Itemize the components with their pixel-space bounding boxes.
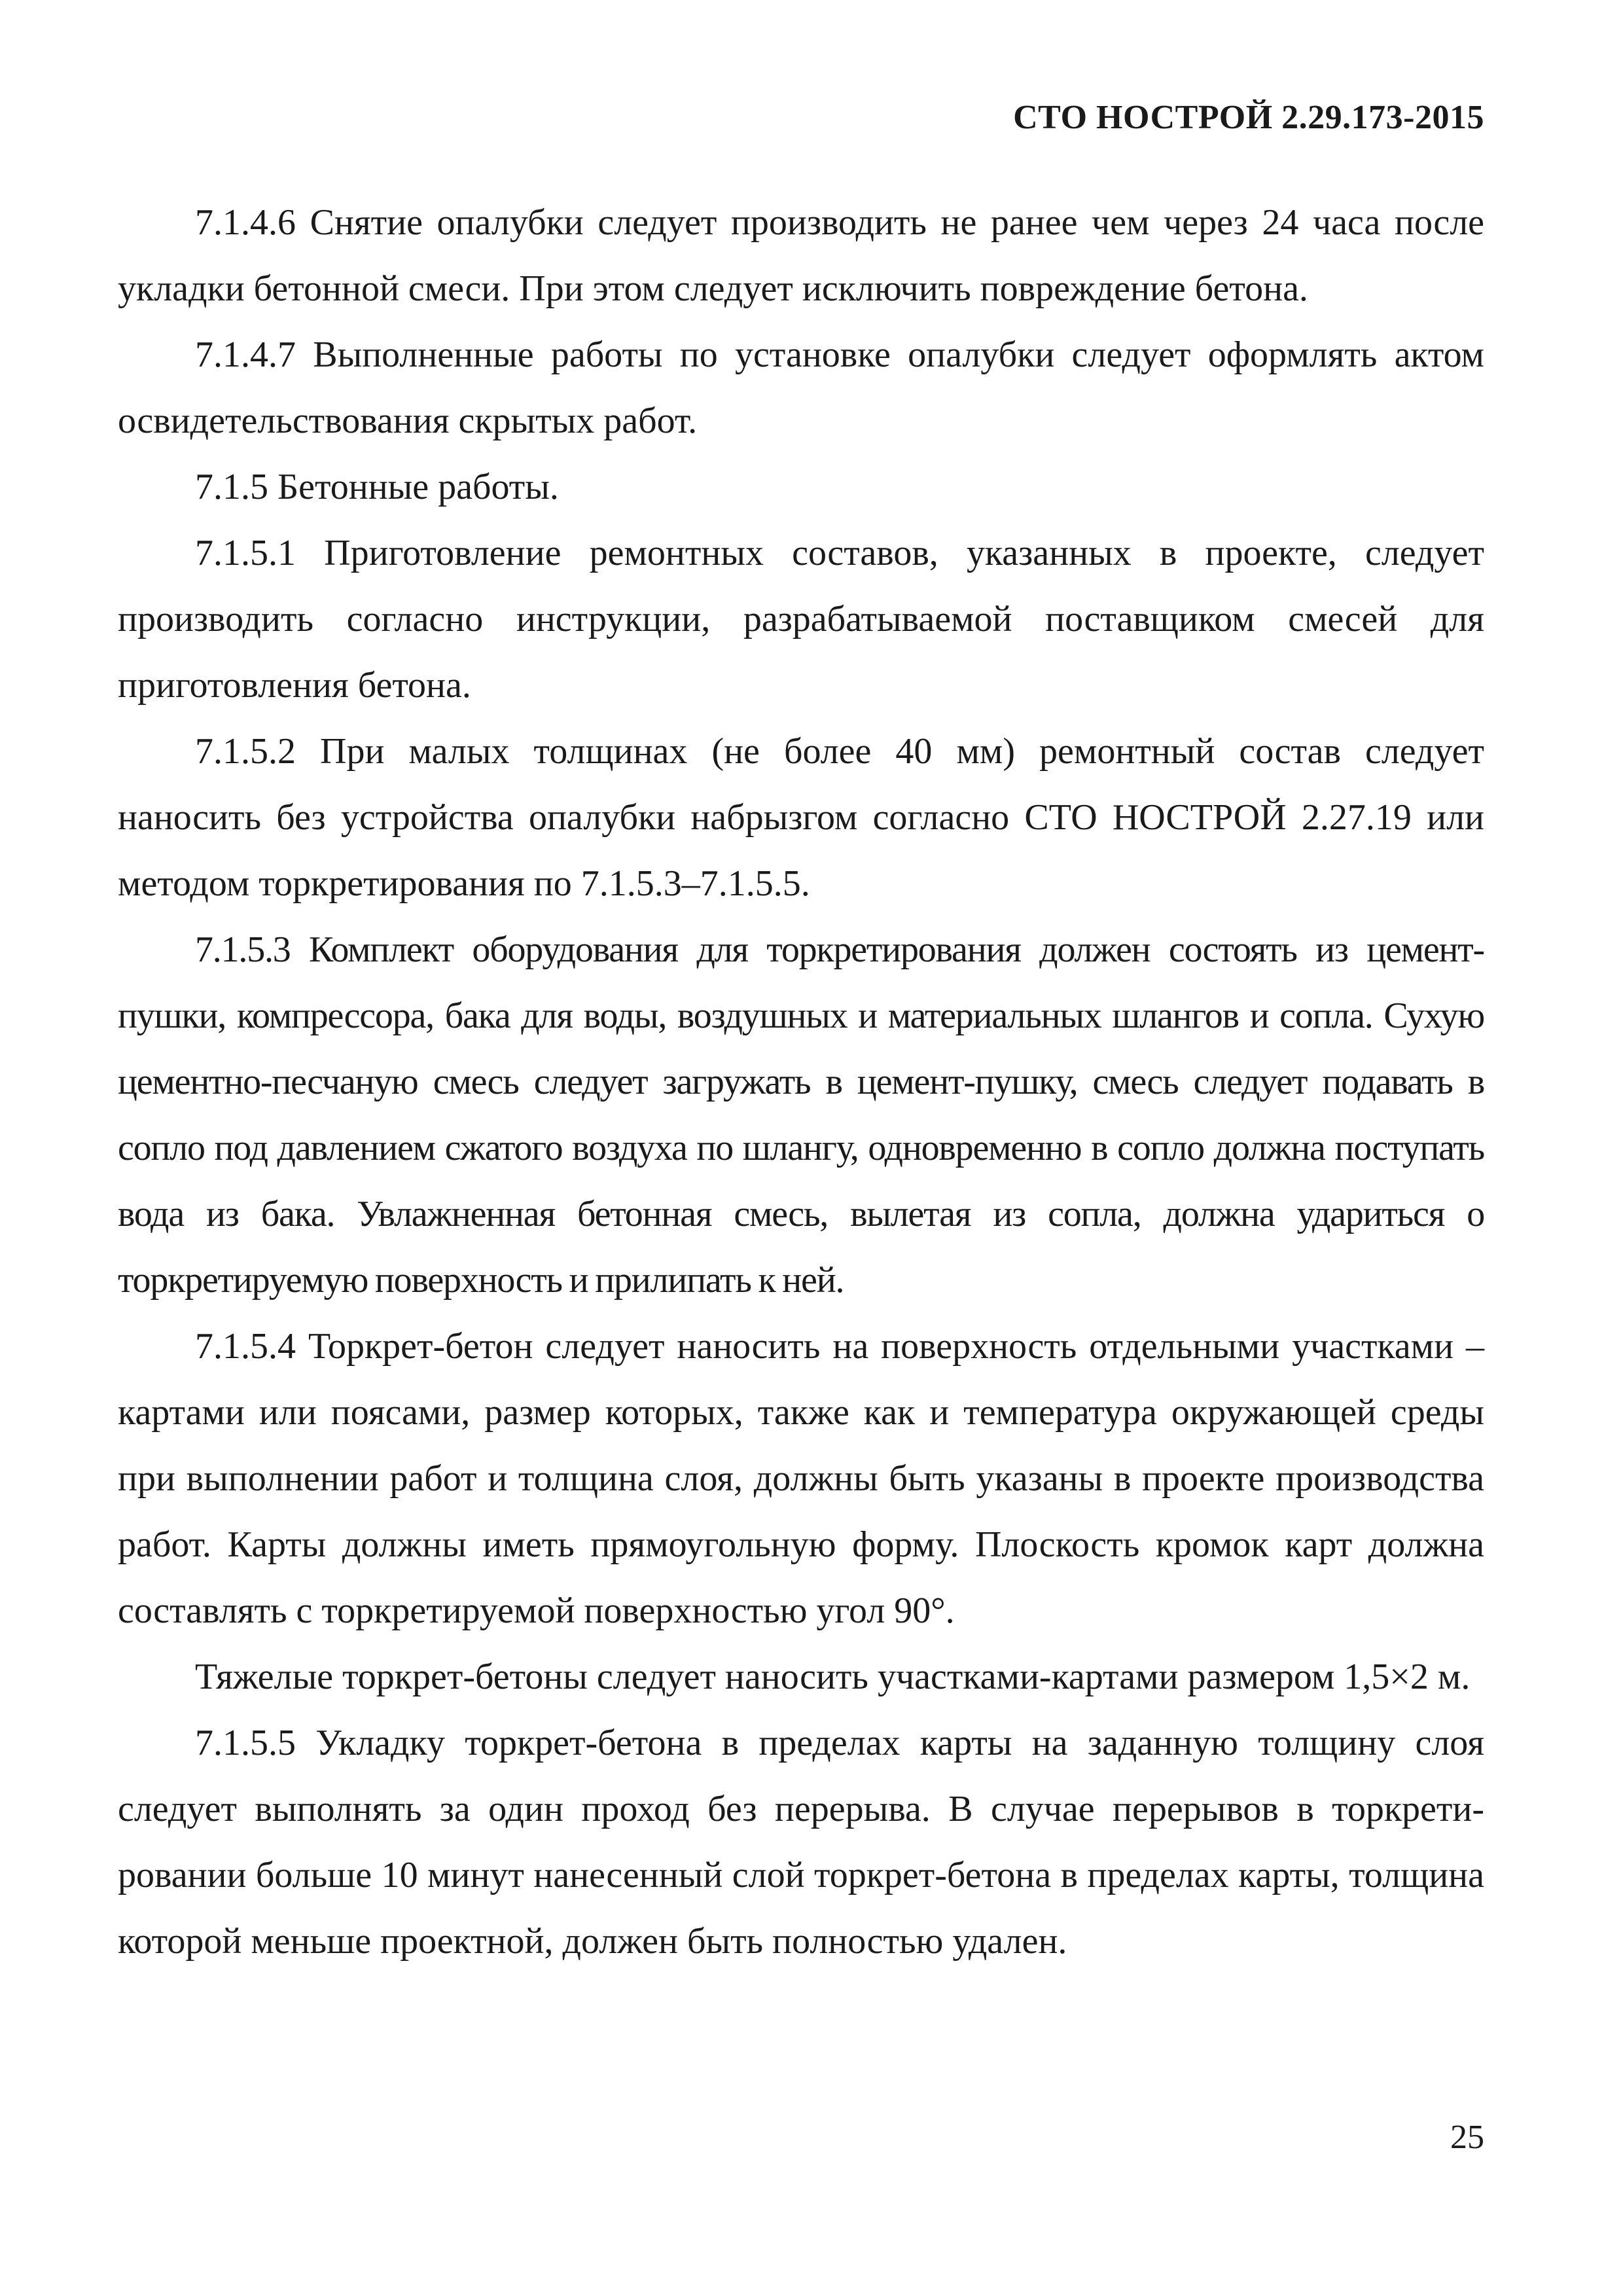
paragraph-7-1-4-7: 7.1.4.7 Выполненные работы по установке опалубки следует оформлять актом освидетельствования скрытых работ. — [118, 334, 1484, 441]
paragraph-7-1-5-3: 7.1.5.3 Комплект оборудования для торкретирования должен состоять из цемент-пушки, компрессора, бака для воды, воздушных и материальных шлангов и сопла. Сухую цементно-песчаную смесь следует загружать в цемент-пушку, смесь следует подавать в сопло под давлением сжатого воздуха по шлангу, одновременно в сопло должна поступать вода из бака. Увлажненная бетонная смесь, вылетая из сопла, должна удариться о торкретируемую поверхность и прилипать к ней. — [118, 929, 1484, 1300]
document-body — [118, 190, 1484, 1975]
page-number: 25 — [1450, 2119, 1484, 2156]
paragraph-7-1-4-6: 7.1.4.6 Снятие опалубки следует производить не ранее чем через 24 часа после укладки бетонной смеси. При этом следует исключить повреждение бетона. — [118, 202, 1484, 309]
section-heading-7-1-5: 7.1.5 Бетонные работы. — [195, 467, 559, 507]
paragraph-7-1-5-2: 7.1.5.2 При малых толщинах (не более 40 мм) ремонтный состав следует наносить без устройства опалубки набрызгом согласно СТО НОСТРОЙ 2.27.19 или методом торкретирования по 7.1.5.3–7.1.5.5. — [118, 731, 1484, 904]
paragraph-heavy-shotcrete: Тяжелые торкрет-бетоны следует наносить участками-картами размером 1,5×2 м. — [195, 1657, 1471, 1697]
document-header: СТО НОСТРОЙ 2.29.173-2015 — [1013, 99, 1484, 136]
paragraph-7-1-5-4: 7.1.5.4 Торкрет-бетон следует наносить на поверхность отдельными участками – картами или поясами, размер которых, также как и температура окружающей среды при выполнении работ и толщина слоя, должны быть указаны в проекте производства работ. Карты должны иметь прямоугольную форму. Плоскость кромок карт должна составлять с торкретируемой поверхностью угол 90°. — [118, 1326, 1484, 1631]
paragraph-7-1-5-1: 7.1.5.1 Приготовление ремонтных составов, указанных в проекте, следует производить согласно инструкции, разрабатываемой поставщиком смесей для приготовления бетона. — [118, 533, 1484, 706]
paragraph-7-1-5-5: 7.1.5.5 Укладку торкрет-бетона в пределах карты на заданную толщину слоя следует выполнять за один проход без перерыва. В случае перерывов в торкретировании больше 10 минут нанесенный слой торкрет-бетона в пределах карты, толщина которой меньше проектной, должен быть полностью удален. — [118, 1723, 1484, 1962]
